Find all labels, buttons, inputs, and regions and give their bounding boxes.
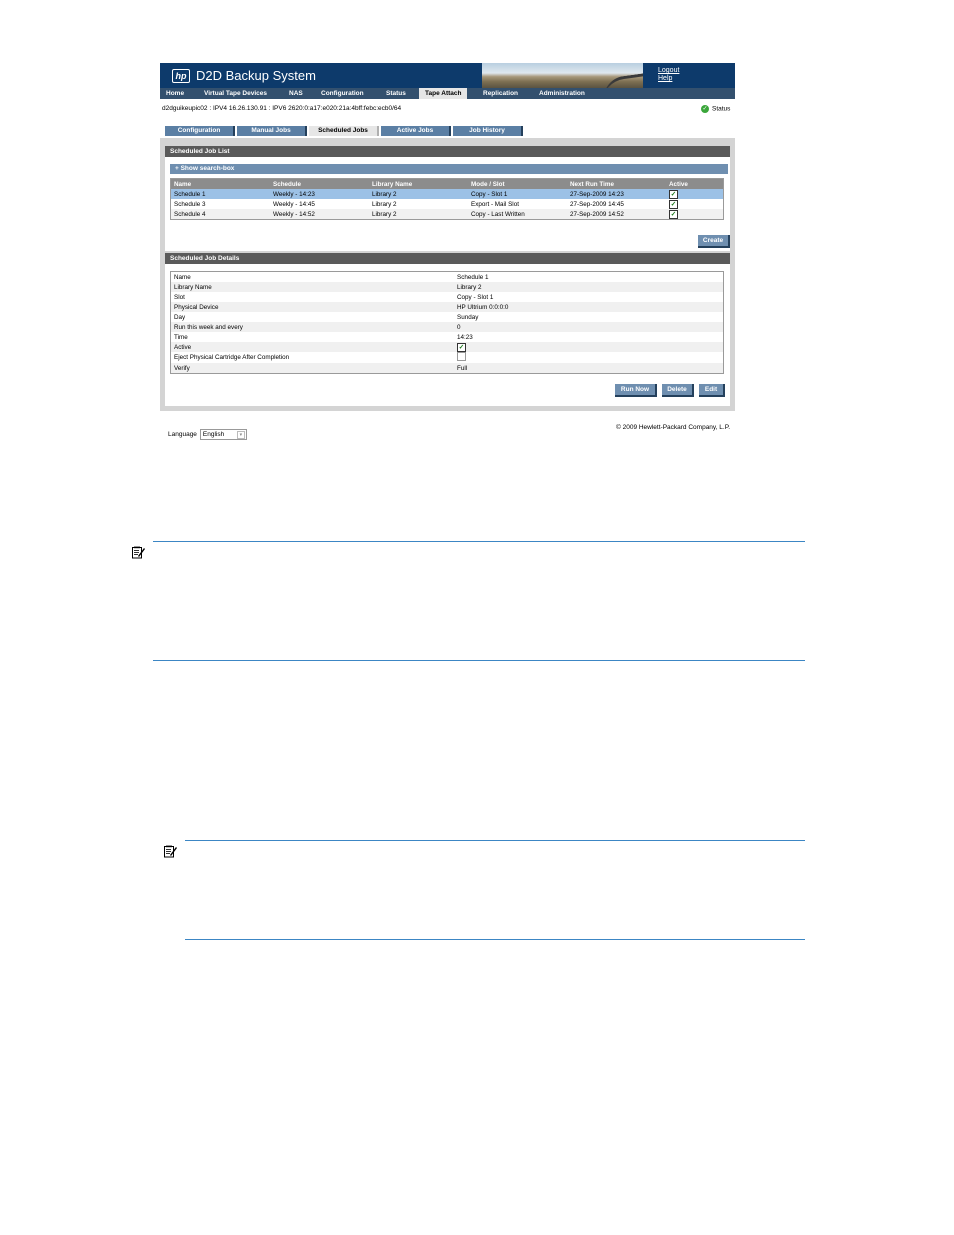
show-search-box-toggle[interactable]: + Show search-box	[170, 164, 728, 174]
detail-row	[171, 352, 724, 363]
nav-replication[interactable]: Replication	[483, 90, 519, 97]
detail-row	[171, 312, 724, 322]
detail-label: Eject Physical Cartridge After Completion	[174, 354, 290, 361]
app-title: D2D Backup System	[196, 68, 316, 83]
nav-virtual-tape-devices[interactable]: Virtual Tape Devices	[204, 90, 267, 97]
cell-next-run: 27-Sep-2009 14:23	[567, 189, 666, 199]
active-checkbox[interactable]: ✓	[670, 200, 677, 208]
detail-value: Schedule 1	[457, 273, 489, 281]
note-icon	[131, 545, 145, 559]
active-checkbox: ✓	[458, 343, 465, 351]
edit-button[interactable]: Edit	[699, 384, 725, 397]
detail-label: Time	[174, 333, 188, 341]
cell-library: Library 2	[369, 209, 468, 220]
status-label: Status	[712, 105, 731, 113]
scheduled-job-table	[170, 178, 724, 220]
job-table-header	[171, 179, 724, 190]
detail-label: Verify	[171, 363, 455, 374]
note-bottom-rule	[185, 939, 805, 940]
nav-administration[interactable]: Administration	[539, 90, 585, 97]
detail-row	[171, 292, 724, 302]
note-top-rule	[153, 541, 805, 542]
content-panel	[160, 138, 735, 411]
table-row[interactable]	[171, 199, 724, 209]
help-link[interactable]: Help	[658, 75, 673, 82]
detail-label: Day	[174, 313, 186, 321]
note-top-rule	[185, 840, 805, 841]
detail-row	[171, 322, 724, 332]
cell-schedule: Weekly - 14:45	[273, 200, 315, 208]
nav-status[interactable]: Status	[386, 90, 406, 97]
run-now-button[interactable]: Run Now	[615, 384, 657, 397]
nav-tape-attach[interactable]: Tape Attach	[419, 88, 467, 99]
delete-button[interactable]: Delete	[662, 384, 694, 397]
col-active[interactable]: Active	[666, 179, 724, 190]
cell-next-run: 27-Sep-2009 14:45	[570, 200, 624, 208]
status-ok-icon: ✓	[702, 106, 708, 112]
table-row[interactable]	[171, 189, 724, 199]
create-button[interactable]: Create	[698, 235, 730, 248]
cell-library: Library 2	[372, 200, 397, 208]
detail-label: Slot	[174, 293, 185, 301]
detail-label: Name	[174, 273, 191, 281]
detail-label: Run this week and every	[171, 322, 455, 332]
detail-value: Copy - Slot 1	[457, 293, 494, 301]
language-value: English	[202, 431, 225, 438]
status-indicator[interactable]	[701, 105, 730, 113]
road-graphic	[601, 71, 643, 88]
cell-mode-slot: Copy - Slot 1	[468, 189, 567, 199]
logout-link[interactable]: Logout	[658, 67, 680, 74]
job-list-heading: Scheduled Job List	[165, 146, 730, 157]
nav-nas[interactable]: NAS	[289, 90, 303, 97]
col-mode-slot[interactable]: Mode / Slot	[468, 179, 567, 190]
d2d-app-window	[160, 63, 735, 443]
note-bottom-rule	[153, 660, 805, 661]
detail-row	[171, 272, 724, 283]
cell-active	[666, 199, 724, 209]
header-banner	[160, 63, 735, 88]
detail-value: 14:23	[457, 333, 473, 341]
active-checkbox[interactable]: ✓	[670, 190, 677, 198]
detail-row	[171, 332, 724, 342]
cell-mode-slot: Export - Mail Slot	[471, 200, 519, 208]
tab-scheduled-jobs[interactable]: Scheduled Jobs	[309, 126, 379, 136]
cell-library: Library 2	[369, 189, 468, 199]
detail-value: HP Ultrium 0:0:0:0	[454, 302, 724, 312]
detail-value	[454, 342, 724, 352]
detail-label: Physical Device	[171, 302, 455, 312]
cell-mode-slot: Copy - Last Written	[468, 209, 567, 220]
eject-checkbox	[457, 352, 466, 361]
detail-label: Library Name	[171, 282, 455, 292]
copyright-text: © 2009 Hewlett-Packard Company, L.P.	[616, 424, 731, 431]
detail-row	[171, 342, 724, 352]
banner-landscape-image	[482, 63, 643, 88]
cell-next-run: 27-Sep-2009 14:52	[567, 209, 666, 220]
note-icon	[163, 844, 177, 858]
cell-name: Schedule 4	[171, 209, 271, 220]
col-name[interactable]: Name	[171, 179, 271, 190]
tab-manual-jobs[interactable]: Manual Jobs	[237, 126, 307, 136]
col-schedule[interactable]: Schedule	[270, 179, 369, 190]
detail-value: 0	[454, 322, 724, 332]
table-row[interactable]	[171, 209, 724, 220]
detail-row	[171, 302, 724, 312]
host-address-line: d2dguikeupic02 : IPV4 16.26.130.91 : IPV6 2620:0:a17:e020:21a:4bff:febc:ecb0/64	[162, 105, 402, 112]
cell-name: Schedule 1	[171, 189, 271, 199]
language-label: Language	[168, 431, 197, 439]
job-details-table	[170, 271, 724, 374]
col-next-run-time[interactable]: Next Run Time	[567, 179, 666, 190]
active-checkbox[interactable]: ✓	[670, 210, 677, 218]
nav-home[interactable]: Home	[166, 90, 185, 97]
detail-row	[171, 363, 724, 374]
detail-row	[171, 282, 724, 292]
tab-configuration[interactable]: Configuration	[165, 126, 235, 136]
cell-active	[666, 189, 724, 199]
detail-value: Sunday	[457, 313, 479, 321]
job-details-heading: Scheduled Job Details	[165, 253, 730, 264]
dropdown-arrow-icon: ▾	[237, 431, 245, 439]
tab-job-history[interactable]: Job History	[453, 126, 523, 136]
hp-logo: hp	[172, 69, 190, 83]
cell-active	[666, 209, 724, 220]
cell-schedule: Weekly - 14:52	[270, 209, 369, 220]
tab-active-jobs[interactable]: Active Jobs	[381, 126, 451, 136]
cell-schedule: Weekly - 14:23	[270, 189, 369, 199]
header-links	[658, 67, 679, 83]
col-library-name[interactable]: Library Name	[369, 179, 468, 190]
detail-value: Library 2	[454, 282, 724, 292]
detail-value	[454, 352, 724, 363]
language-dropdown[interactable]	[200, 429, 247, 440]
detail-value: Full	[454, 363, 724, 374]
cell-name: Schedule 3	[174, 200, 206, 208]
main-nav	[160, 88, 735, 99]
nav-configuration[interactable]: Configuration	[321, 90, 364, 97]
detail-label: Active	[171, 342, 455, 352]
language-selector	[168, 429, 247, 440]
